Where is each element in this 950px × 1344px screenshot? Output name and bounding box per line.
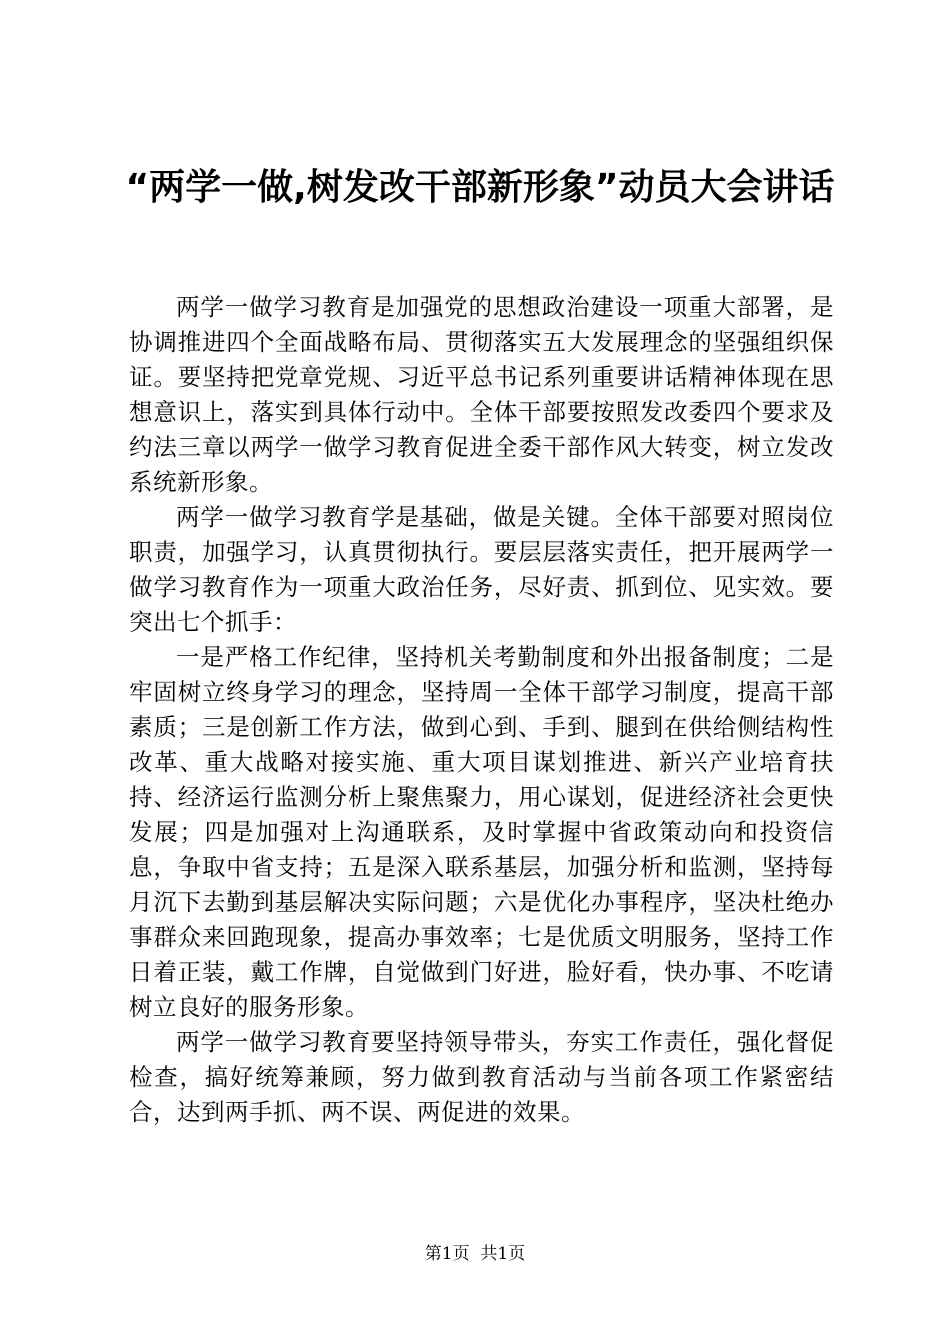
paragraph-1: 两学一做学习教育是加强党的思想政治建设一项重大部署，是协调推进四个全面战略布局、贯彻落实五大发展理念的坚强组织保证。要坚持把党章党规、习近平总书记系列重要讲话精神体现在思想意识上，落实到具体行动中。全体干部要按照发改委四个要求及约法三章以两学一做学习教育促进全委干部作风大转变，树立发改系统新形象。 xyxy=(129,293,834,496)
paragraph-2: 两学一做学习教育学是基础，做是关键。全体干部要对照岗位职责，加强学习，认真贯彻执行。要层层落实责任，把开展两学一做学习教育作为一项重大政治任务，尽好责、抓到位、见实效。要突出七个抓手： xyxy=(129,503,834,636)
paragraph-4: 两学一做学习教育要坚持领导带头，夯实工作责任，强化督促检查，搞好统筹兼顾，努力做到教育活动与当前各项工作紧密结合，达到两手抓、两不误、两促进的效果。 xyxy=(129,1028,834,1126)
document-title: “两学一做,树发改干部新形象”动员大会讲话 xyxy=(125,167,835,208)
paragraph-3: 一是严格工作纪律，坚持机关考勤制度和外出报备制度；二是牢固树立终身学习的理念，坚持周一全体干部学习制度，提高干部素质；三是创新工作方法，做到心到、手到、腿到在供给侧结构性改革、重大战略对接实施、重大项目谋划推进、新兴产业培育扶持、经济运行监测分析上聚焦聚力，用心谋划，促进经济社会更快发展；四是加强对上沟通联系，及时掌握中省政策动向和投资信息，争取中省支持；五是深入联系基层，加强分析和监测，坚持每月沉下去勤到基层解决实际问题；六是优化办事程序，坚决杜绝办事群众来回跑现象，提高办事效率；七是优质文明服务，坚持工作日着正装，戴工作牌，自觉做到门好进，脸好看，快办事、不吃请树立良好的服务形象。 xyxy=(129,643,834,1021)
page-footer: 第1页 共1页 xyxy=(424,1244,526,1264)
document-body xyxy=(129,290,834,1130)
